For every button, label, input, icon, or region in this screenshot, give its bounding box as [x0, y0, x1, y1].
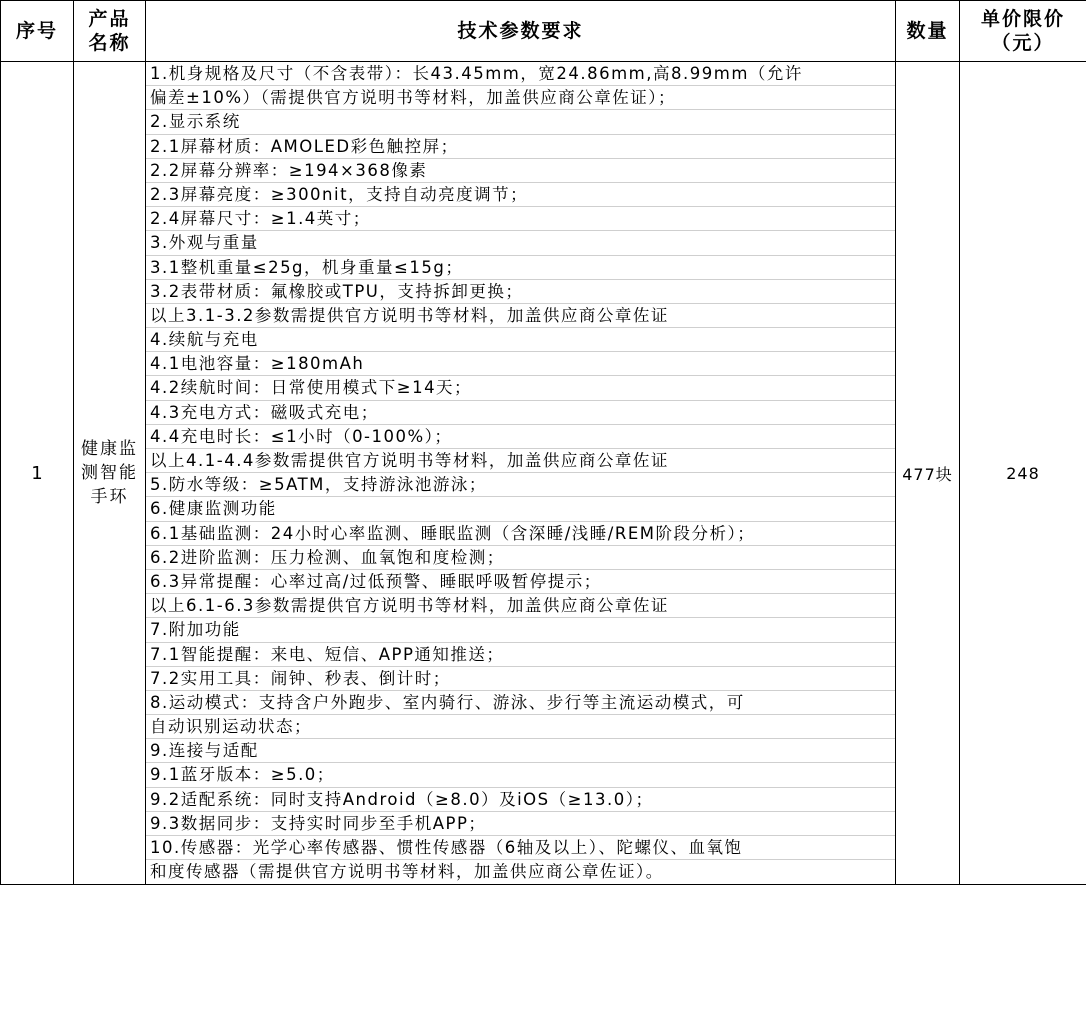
header-name-line-2: 名称 [88, 32, 131, 54]
spec-line: 4.续航与充电 [146, 328, 895, 352]
quantity-value: 477块 [896, 62, 960, 885]
spec-line: 6.1基础监测：24小时心率监测、睡眠监测（含深睡/浅睡/REM阶段分析）； [146, 522, 895, 546]
spec-line: 6.健康监测功能 [146, 497, 895, 521]
header-price-limit [960, 1, 1086, 62]
spec-line: 9.2适配系统：同时支持Android（≥8.0）及iOS（≥13.0）； [146, 788, 895, 812]
spec-line: 2.3屏幕亮度：≥300nit，支持自动亮度调节； [146, 183, 895, 207]
spec-line: 4.3充电方式：磁吸式充电； [146, 401, 895, 425]
spec-line: 9.1蓝牙版本：≥5.0； [146, 763, 895, 787]
header-product-name [74, 1, 146, 62]
spec-line: 3.外观与重量 [146, 231, 895, 255]
spec-line: 4.2续航时间：日常使用模式下≥14天； [146, 376, 895, 400]
spec-line: 4.1电池容量：≥180mAh [146, 352, 895, 376]
spec-line: 8.运动模式：支持含户外跑步、室内骑行、游泳、步行等主流运动模式，可 [146, 691, 895, 715]
table-row [1, 62, 1086, 885]
product-name-line: 手环 [90, 487, 129, 508]
spec-line: 9.3数据同步：支持实时同步至手机APP； [146, 812, 895, 836]
product-name-line: 测智能 [81, 463, 138, 484]
spec-line: 以上6.1-6.3参数需提供官方说明书等材料，加盖供应商公章佐证 [146, 594, 895, 618]
spec-line: 9.连接与适配 [146, 739, 895, 763]
header-price-line-2: （元） [991, 32, 1055, 54]
spec-line: 以上3.1-3.2参数需提供官方说明书等材料，加盖供应商公章佐证 [146, 304, 895, 328]
header-row [1, 1, 1086, 62]
spec-line: 7.附加功能 [146, 618, 895, 642]
row-index: 1 [1, 62, 74, 885]
spec-line: 偏差±10%）（需提供官方说明书等材料，加盖供应商公章佐证）； [146, 86, 895, 110]
spec-line: 7.2实用工具：闹钟、秒表、倒计时； [146, 667, 895, 691]
spec-line: 3.1整机重量≤25g，机身重量≤15g； [146, 256, 895, 280]
spec-line: 2.显示系统 [146, 110, 895, 134]
spec-requirements [146, 62, 896, 885]
product-name-line: 健康监 [81, 439, 138, 460]
spec-line: 10.传感器：光学心率传感器、惯性传感器（6轴及以上）、陀螺仪、血氧饱 [146, 836, 895, 860]
spec-line: 6.2进阶监测：压力检测、血氧饱和度检测； [146, 546, 895, 570]
spec-line: 3.2表带材质：氟橡胶或TPU，支持拆卸更换； [146, 280, 895, 304]
header-index: 序号 [1, 1, 74, 62]
price-limit-value: 248 [960, 62, 1086, 885]
header-quantity: 数量 [896, 1, 960, 62]
header-price-line-1: 单价限价 [980, 8, 1065, 30]
spec-line: 自动识别运动状态； [146, 715, 895, 739]
header-name-line-1: 产品 [88, 8, 131, 30]
spec-line: 5.防水等级：≥5ATM，支持游泳池游泳； [146, 473, 895, 497]
header-spec: 技术参数要求 [146, 1, 896, 62]
spec-line: 7.1智能提醒：来电、短信、APP通知推送； [146, 643, 895, 667]
product-name [74, 62, 146, 885]
spec-line: 2.2屏幕分辨率：≥194×368像素 [146, 159, 895, 183]
spec-line: 以上4.1-4.4参数需提供官方说明书等材料，加盖供应商公章佐证 [146, 449, 895, 473]
spec-line: 2.1屏幕材质：AMOLED彩色触控屏； [146, 135, 895, 159]
spec-line: 6.3异常提醒：心率过高/过低预警、睡眠呼吸暂停提示； [146, 570, 895, 594]
spec-line: 2.4屏幕尺寸：≥1.4英寸； [146, 207, 895, 231]
spec-line: 4.4充电时长：≤1小时（0-100%）； [146, 425, 895, 449]
spec-line: 和度传感器（需提供官方说明书等材料，加盖供应商公章佐证）。 [150, 862, 664, 882]
spec-line: 1.机身规格及尺寸（不含表带）：长43.45mm，宽24.86mm,高8.99mm（允许 [146, 62, 895, 86]
